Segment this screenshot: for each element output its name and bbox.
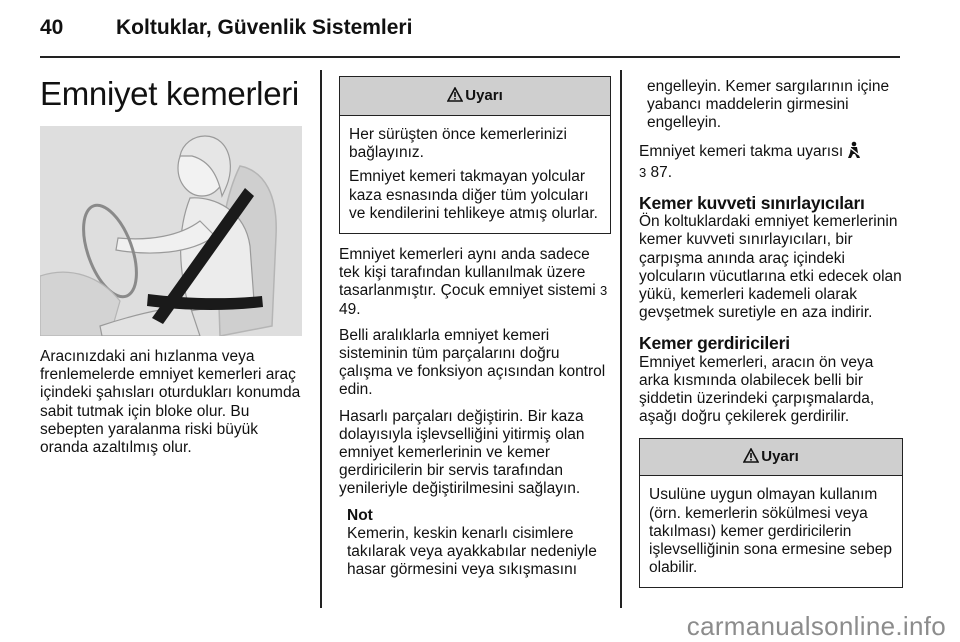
- heading-tensioners: Kemer gerdiricileri: [639, 333, 790, 354]
- paragraph-tensioners: Emniyet kemerleri, aracın ön veya arka kısmında olabilecek belli bir şiddetin üzerindeki çarpışmalarda, aşağı doğru çekilerek gerdirilir.: [639, 353, 875, 426]
- heading-force-limiters: Kemer kuvveti sınırlayıcıları: [639, 193, 865, 214]
- warning-header: [340, 77, 610, 116]
- seatbelt-reminder-icon: [847, 141, 861, 164]
- warning-header: [640, 439, 902, 476]
- warning-triangle-icon: [447, 79, 463, 117]
- column-divider-2: [620, 70, 622, 608]
- column-divider-1: [320, 70, 322, 608]
- paragraph-inspection: Belli aralıklarla emniyet kemeri sisteminin tüm parçalarını doğru çalışma ve fonksiyon açısından kontrol edin.: [339, 326, 606, 399]
- paragraph-replacement: Hasarlı parçaları değiştirin. Bir kaza dolayısıyla işlevselliğini yitirmiş olan emniyet kemerlerinin ve kemer gerdiricilerin bir servis tarafından yenileriyle değiştirilmesini sağlayın.: [339, 407, 585, 498]
- note-label: Not: [347, 506, 373, 524]
- section-title: Koltuklar, Güvenlik Sistemleri: [116, 16, 413, 39]
- page-number: 40: [40, 16, 64, 39]
- paragraph-single-use: Emniyet kemerleri aynı anda sadece tek kişi tarafından kullanılmak üzere tasarlanmıştır. Çocuk emniyet sistemi 3 49.: [339, 246, 608, 318]
- warning-title: Uyarı: [465, 87, 503, 104]
- warning-text-1: Her sürüşten önce kemerlerinizi bağlayınız.: [349, 126, 567, 162]
- page-heading: Emniyet kemerleri: [40, 75, 299, 112]
- reminder-paragraph: Emniyet kemeri takma uyarısı 3 87.: [639, 141, 903, 182]
- intro-paragraph: Aracınızdaki ani hızlanma veya frenlemelerde emniyet kemerleri araç içindeki şahısları oturdukları konumda sabit tutmak için bloke olur. Bu sebepten yaralanma riski büyük oranda azaltılmış olur.: [40, 348, 301, 457]
- header-rule: [40, 56, 900, 58]
- warning-triangle-icon: [743, 441, 759, 477]
- warning-box: [339, 76, 611, 234]
- warning-text-2: Emniyet kemeri takmayan yolcular kaza esnasında diğer tüm yolcuları ve kendilerini tehlikeye atmış olurlar.: [349, 168, 598, 222]
- note-text: Kemerin, keskin kenarlı cisimlere takılarak veya ayakkabılar nedeniyle hasar görmesini veya sıkışmasını: [347, 524, 597, 579]
- note-block: [339, 507, 611, 580]
- warning-title: Uyarı: [761, 448, 799, 466]
- page-ref-link[interactable]: 49.: [339, 300, 361, 318]
- page-ref-link[interactable]: 87.: [650, 163, 673, 181]
- warning-box: [639, 438, 903, 588]
- seatbelt-driver-illustration: [40, 126, 302, 336]
- warning-text-1: Usulüne uygun olmayan kullanım (örn. kemerlerin sökülmesi veya takılması) kemer gerdiricilerin işlevselliğinin sona ermesine sebep olabilir.: [649, 486, 892, 577]
- paragraph-force-limiters: Ön koltuklardaki emniyet kemerlerinin kemer kuvveti sınırlayıcıları, bir çarpışma anında araç içindeki yolcuların vücutlarına etki edecek olan yükü, kemerleri kademeli olarak gevşetmek suretiyle en aza indirir.: [639, 213, 902, 322]
- page-ref-symbol: 3: [600, 283, 608, 299]
- page-ref-symbol: 3: [639, 164, 647, 180]
- watermark: carmanualsonline.info: [686, 611, 946, 641]
- note-continuation: engelleyin. Kemer sargılarının içine yabancı maddelerin girmesini engelleyin.: [647, 78, 890, 132]
